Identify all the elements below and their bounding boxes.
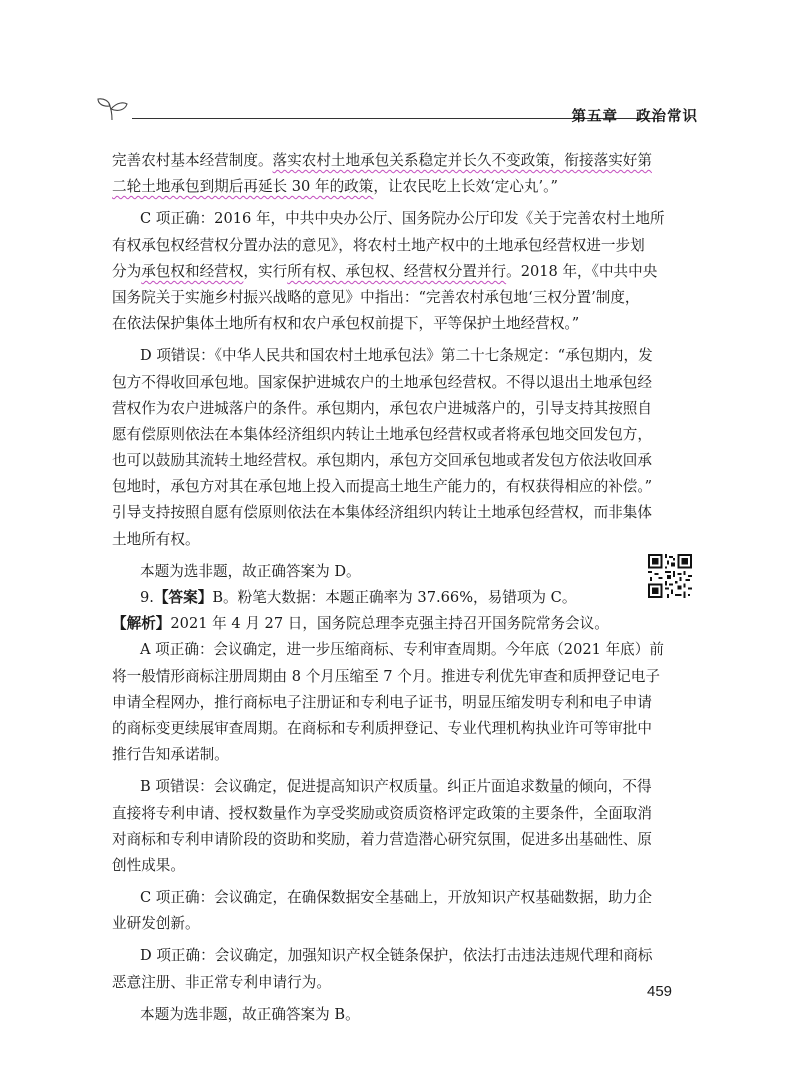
answer-9: 9.【答案】B。粉笔大数据：本题正确率为 37.66%，易错项为 C。 <box>140 589 577 606</box>
chapter-label <box>572 105 699 126</box>
underlined-text: 所有权、承包权、经营权分置并行 <box>287 262 507 280</box>
conclusion-8: 本题为选非题，故正确答案为 D。 <box>140 562 361 580</box>
answer-tag: 【答案】 <box>153 589 213 606</box>
paragraph-option-d: D 项错误：《中华人民共和国农村土地承包法》第二十七条规定：“承包期内，发 包方不得收回承包地。国家保护进城农户的土地承包经营权。不得以退出土地承包经 营权作为农户进城落户的条件。承包期内，承包农户进城落户的，引导支持其按照自 愿有偿原则依法在本集体经济组织内转让土地承包经营权或者将承包地交回发包方， 也可以鼓励其流转土地经营权。承包期内，承包方交回承包地或者发包方依法收回承 包地时，承包方对其在承包地上投入而提高土地生产能力的，有权获得相应的补偿。” 引导支持按照自愿有偿原则依法在本集体经济组织内转让土地承包经营权，而非集体 土地所有权。 <box>112 347 653 548</box>
paragraph-option-c2: C 项正确：会议确定，在确保数据安全基础上，开放知识产权基础数据，助力企 业研发创新。 <box>112 889 652 933</box>
paragraph-option-c: C 项正确：2016 年，中共中央办公厅、国务院办公厅印发《关于完善农村土地所 有权承包权经营权分置办法的意见》，将农村土地产权中的土地承包经营权进一步划 分为承包权和经营权，实行所有权、承包权、经营权分置并行。2018 年，《中共中央 国务院关于实施乡村振兴战略的意见》中指出：“完善农村承包地‘三权分置’制度， 在依法保护集体土地所有权和农户承包权前提下，平等保护土地经营权。” <box>112 210 665 333</box>
paragraph-option-a: A 项正确：会议确定，进一步压缩商标、专利审查周期。今年底（2021 年底）前 将一般情形商标注册周期由 8 个月压缩至 7 个月。推进专利优先审查和质押登记电子 申请全程网办，推行商标电子注册证和专利电子证书，明显压缩发明专利和电子申请 的商标变更续展审查周期。在商标和专利质押登记、专业代理机构执业许可等审批中 推行告知承诺制。 <box>112 641 664 764</box>
analysis-tag: 【解析】 <box>112 615 171 633</box>
paragraph-option-d2: D 项正确：会议确定，加强知识产权全链条保护，依法打击违法违规代理和商标 恶意注册、非正常专利申请行为。 <box>112 947 653 991</box>
page-header <box>96 96 706 126</box>
paragraph-continuation: 完善农村基本经营制度。落实农村土地承包关系稳定并长久不变政策，衔接落实好第 二轮土地承包到期后再延长 30 年的政策，让农民吃上长效‘定心丸’。” <box>112 152 652 196</box>
chapter-number: 第五章 <box>571 109 618 125</box>
analysis-9: 【解析】2021 年 4 月 27 日，国务院总理李克强主持召开国务院常务会议。 <box>112 615 609 633</box>
conclusion-9: 本题为选非题，故正确答案为 B。 <box>140 1005 360 1023</box>
page-number: 459 <box>647 983 673 1000</box>
paragraph-option-b: B 项错误：会议确定，促进提高知识产权质量。纠正片面追求数量的倾向，不得 直接将专利申请、授权数量作为享受奖励或资质资格评定政策的主要条件，全面取消 对商标和专利申请阶段的资助和奖励，着力营造潜心研究氛围，促进多出基础性、原 创性成果。 <box>112 778 652 874</box>
underlined-text: 落实农村土地承包关系稳定并长久不变政策，衔接落实好第 <box>272 152 652 169</box>
leaf-icon <box>96 96 130 122</box>
qr-code-icon[interactable] <box>648 554 692 598</box>
underlined-text: 承包权和经营权 <box>141 262 244 280</box>
chapter-section: 政治常识 <box>636 109 698 125</box>
underlined-text: 二轮土地承包到期后再延长 30 年的政策 <box>112 178 374 196</box>
